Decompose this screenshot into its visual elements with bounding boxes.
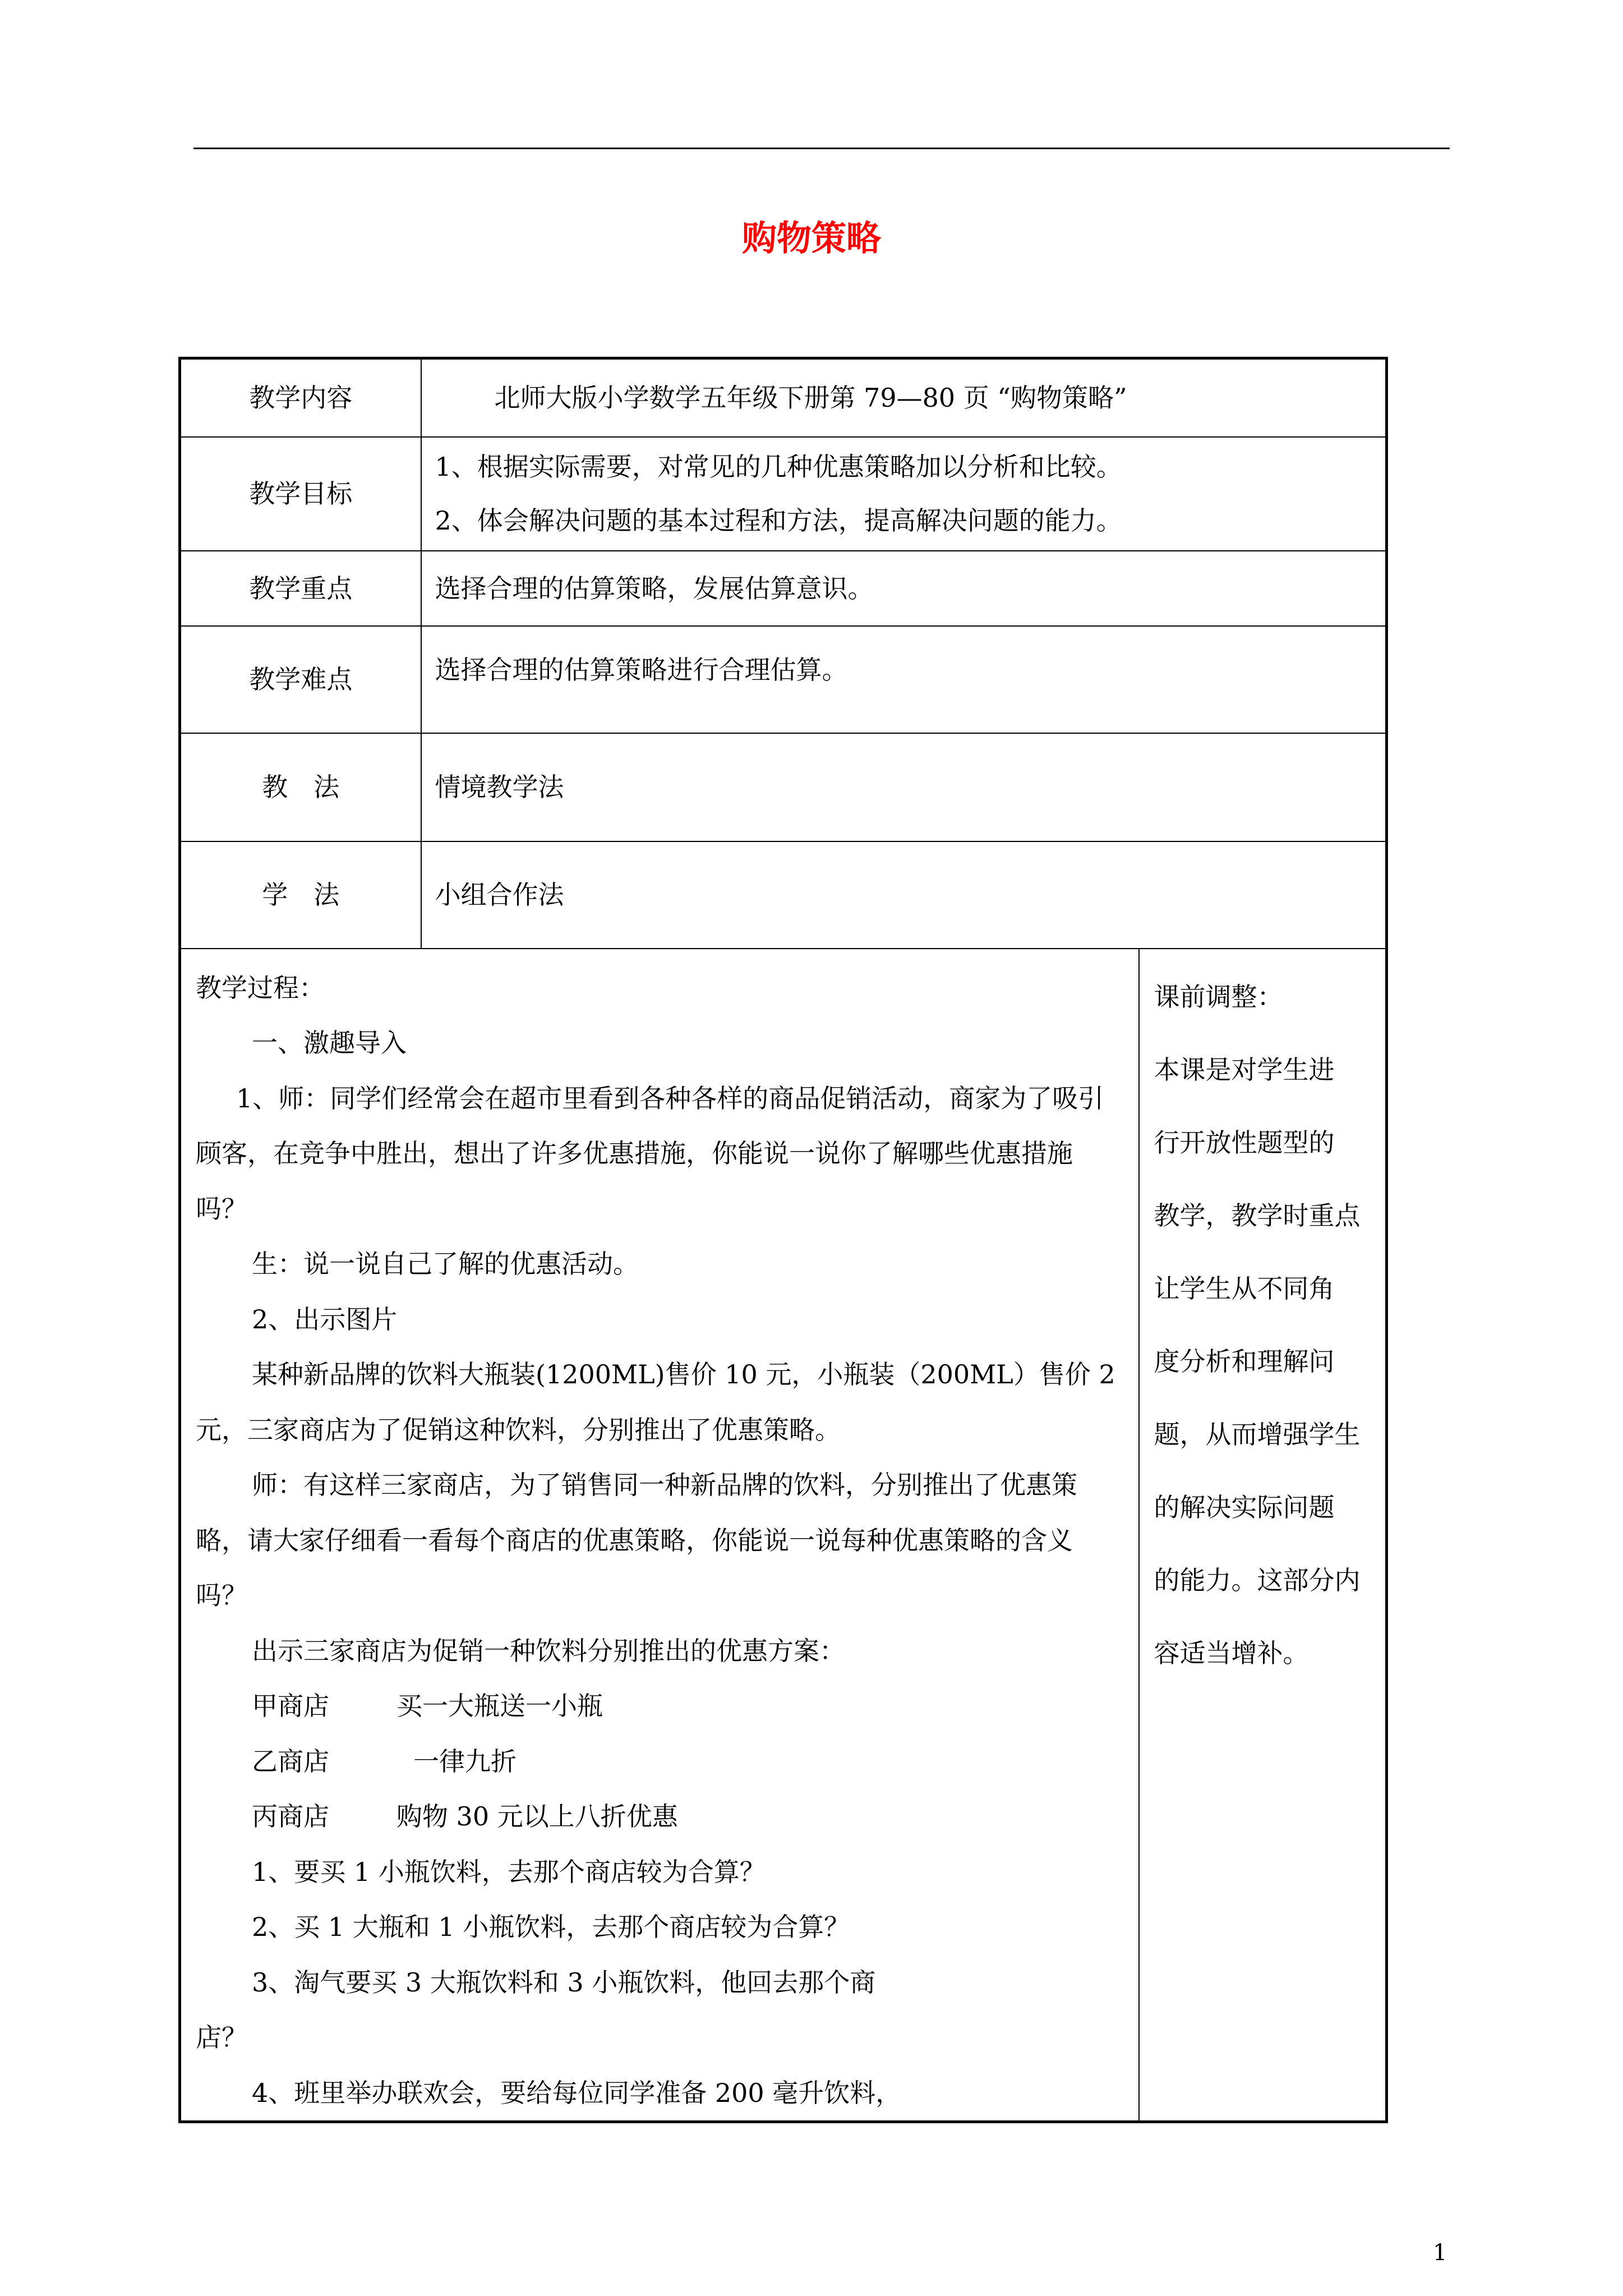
notes-heading: 课前调整： xyxy=(1154,981,1283,1012)
notes-line: 的解决实际问题 xyxy=(1154,1492,1335,1522)
question: 2、买 1 大瓶和 1 小瓶饮料，去那个商店较为合算？ xyxy=(252,1912,850,1942)
store-offer-text: 购物 30 元以上八折优惠 xyxy=(396,1801,678,1832)
paragraph: 出示三家商店为促销一种饮料分别推出的优惠方案： xyxy=(252,1635,845,1666)
value-key: 选择合理的估算策略，发展估算意识。 xyxy=(421,551,1387,626)
value-goals xyxy=(421,437,1387,551)
question: 1、要买 1 小瓶饮料，去那个商店较为合算？ xyxy=(252,1856,766,1887)
label-content: 教学内容 xyxy=(180,358,421,437)
label-teach-method: 教 法 xyxy=(180,733,421,841)
label-learn-method: 学 法 xyxy=(180,841,421,949)
header-rule xyxy=(193,148,1450,149)
notes-line: 度分析和理解问 xyxy=(1154,1346,1335,1377)
question-continued: 店？ xyxy=(196,2022,247,2053)
store-name: 乙商店 xyxy=(252,1746,329,1777)
notes-line: 题，从而增强学生 xyxy=(1154,1419,1361,1450)
paragraph: 生：说一说自己了解的优惠活动。 xyxy=(252,1249,639,1279)
question: 3、淘气要买 3 大瓶饮料和 3 小瓶饮料，他回去那个商 xyxy=(252,1967,876,1998)
question: 4、班里举办联欢会，要给每位同学准备 200 毫升饮料， xyxy=(252,2077,902,2108)
goal-item: 2、体会解决问题的基本过程和方法，提高解决问题的能力。 xyxy=(435,505,1122,536)
pre-class-notes xyxy=(1139,949,1387,2122)
notes-line: 教学，教学时重点 xyxy=(1154,1200,1361,1231)
teaching-process xyxy=(180,949,1139,2122)
store-offer-text: 一律九折 xyxy=(413,1746,517,1777)
section-heading: 一、激趣导入 xyxy=(252,1028,407,1058)
value-difficulty: 选择合理的估算策略进行合理估算。 xyxy=(421,626,1387,733)
row-learn-method xyxy=(180,841,1387,949)
row-goals xyxy=(180,437,1387,551)
row-difficulty xyxy=(180,626,1387,733)
notes-line: 让学生从不同角 xyxy=(1154,1273,1335,1304)
paragraph: 2、出示图片 xyxy=(252,1304,398,1335)
page-number: 1 xyxy=(1433,2240,1447,2266)
row-teach-method xyxy=(180,733,1387,841)
store-offer-text: 买一大瓶送一小瓶 xyxy=(396,1691,603,1721)
row-content xyxy=(180,358,1387,437)
label-key: 教学重点 xyxy=(180,551,421,626)
value-content: 北师大版小学数学五年级下册第 79—80 页 “购物策略” xyxy=(421,358,1387,437)
store-name: 丙商店 xyxy=(252,1801,329,1832)
lesson-plan-table xyxy=(178,357,1388,2123)
paragraph: 某种新品牌的饮料大瓶装(1200ML)售价 10 元，小瓶装（200ML）售价 2 元，三家商店为了促销这种饮料，分别推出了优惠策略。 xyxy=(196,1359,1115,1445)
notes-line: 行开放性题型的 xyxy=(1154,1127,1335,1158)
goal-item: 1、根据实际需要，对常见的几种优惠策略加以分析和比较。 xyxy=(435,452,1122,482)
notes-line: 的能力。这部分内 xyxy=(1154,1565,1361,1595)
notes-line: 容适当增补。 xyxy=(1154,1637,1309,1668)
value-learn-method: 小组合作法 xyxy=(421,841,1387,949)
label-goals: 教学目标 xyxy=(180,437,421,551)
paragraph: 师：有这样三家商店，为了销售同一种新品牌的饮料，分别推出了优惠策略，请大家仔细看一看每个商店的优惠策略，你能说一说每种优惠策略的含义吗？ xyxy=(196,1470,1077,1611)
process-heading: 教学过程： xyxy=(196,972,325,1003)
row-process xyxy=(180,949,1387,2122)
paragraph: 1、师：同学们经常会在超市里看到各种各样的商品促销活动，商家为了吸引顾客，在竞争中胜出，想出了许多优惠措施，你能说一说你了解哪些优惠措施吗？ xyxy=(196,1083,1104,1224)
notes-line: 本课是对学生进 xyxy=(1154,1054,1335,1085)
store-offer xyxy=(196,1678,1124,1734)
store-name: 甲商店 xyxy=(252,1691,329,1721)
label-difficulty: 教学难点 xyxy=(180,626,421,733)
store-offer xyxy=(196,1734,1124,1789)
row-key xyxy=(180,551,1387,626)
document-title: 购物策略 xyxy=(741,218,881,259)
store-offer xyxy=(196,1789,1124,1844)
value-teach-method: 情境教学法 xyxy=(421,733,1387,841)
